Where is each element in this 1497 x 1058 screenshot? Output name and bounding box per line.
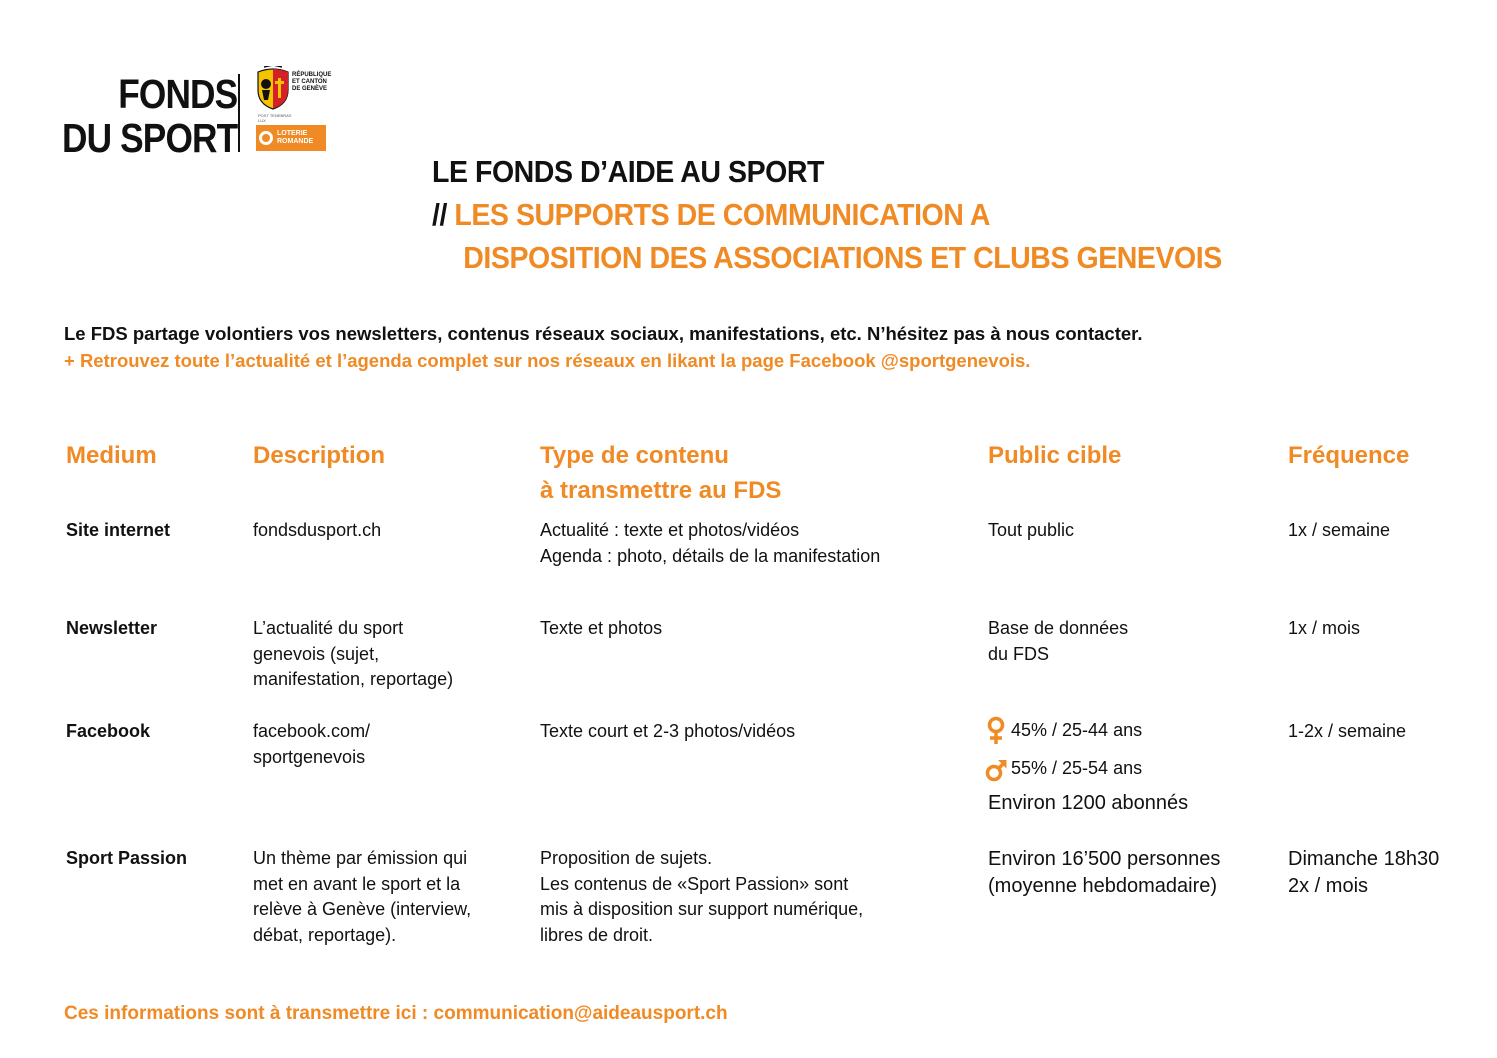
cell-frequence: 1x / mois (1288, 618, 1361, 638)
cell-public (985, 712, 1188, 818)
intro (64, 320, 1143, 374)
title-line-3: DISPOSITION DES ASSOCIATIONS ET CLUBS GENEVOIS (463, 240, 1222, 275)
loterie-ring-icon (259, 131, 273, 145)
title-line-2: // LES SUPPORTS DE COMMUNICATION A (432, 197, 990, 232)
cell-public: Tout public (988, 520, 1075, 540)
logo-line-2: DU SPORT (62, 115, 238, 161)
header-public: Public cible (988, 442, 1122, 469)
cell-type: Proposition de sujets. Les contenus de «Sport Passion» sont mis à disposition sur support numérique, libres de droit. (540, 848, 864, 945)
loterie-romande-logo: LOTERIE ROMANDE (256, 125, 326, 151)
male-icon (985, 754, 1007, 784)
header-frequence: Fréquence (1288, 442, 1410, 469)
female-icon (985, 716, 1007, 746)
intro-line-2: + Retrouvez toute l’actualité et l’agenda complet sur nos réseaux en likant la page Facebook @sportgenevois. (64, 350, 1031, 371)
cell-frequence: Dimanche 18h30 2x / mois (1288, 848, 1440, 897)
female-stat: 45% / 25-44 ans (985, 712, 1188, 750)
logo-line-1: FONDS (118, 71, 238, 117)
cell-description: Un thème par émission qui met en avant le sport et la relève à Genève (interview, débat, reportage). (253, 848, 472, 945)
crest-motto: POST TENEBRAS LUX (258, 113, 292, 123)
header-medium: Medium (66, 442, 157, 469)
subscribers: Environ 1200 abonnés (988, 792, 1189, 814)
cell-description: fondsdusport.ch (253, 520, 382, 540)
cell-frequence: 1x / semaine (1288, 520, 1391, 540)
male-stat: 55% / 25-54 ans (985, 750, 1188, 788)
logo-fonds-du-sport (62, 72, 237, 160)
cell-type: Texte et photos (540, 618, 663, 638)
cell-public: Environ 16’500 personnes (moyenne hebdomadaire) (988, 848, 1221, 897)
crest-caption: RÉPUBLIQUE ET CANTON DE GENÈVE (292, 72, 332, 92)
footer-contact: Ces informations sont à transmettre ici : communication@aideausport.ch (64, 1003, 728, 1024)
header-description: Description (253, 442, 386, 469)
cell-public: Base de données du FDS (988, 618, 1129, 664)
cell-medium: Newsletter (66, 618, 158, 638)
header-type: Type de contenu à transmettre au FDS (540, 442, 782, 504)
cell-frequence: 1-2x / semaine (1288, 721, 1407, 741)
intro-line-1: Le FDS partage volontiers vos newsletters, contenus réseaux sociaux, manifestations, etc. N’hésitez pas à nous contacter. (64, 323, 1143, 344)
cell-medium: Site internet (66, 520, 171, 540)
page-title (432, 150, 1222, 279)
cell-type: Actualité : texte et photos/vidéos Agenda : photo, détails de la manifestation (540, 520, 881, 566)
cell-medium: Facebook (66, 721, 151, 741)
coat-of-arms-icon (256, 66, 290, 110)
cell-description: L’actualité du sport genevois (sujet, manifestation, reportage) (253, 618, 454, 689)
cell-description: facebook.com/ sportgenevois (253, 721, 371, 767)
title-line-1: LE FONDS D’AIDE AU SPORT (432, 154, 824, 189)
logo-divider (238, 74, 240, 152)
cell-type: Texte court et 2-3 photos/vidéos (540, 721, 796, 741)
cell-medium: Sport Passion (66, 848, 188, 868)
